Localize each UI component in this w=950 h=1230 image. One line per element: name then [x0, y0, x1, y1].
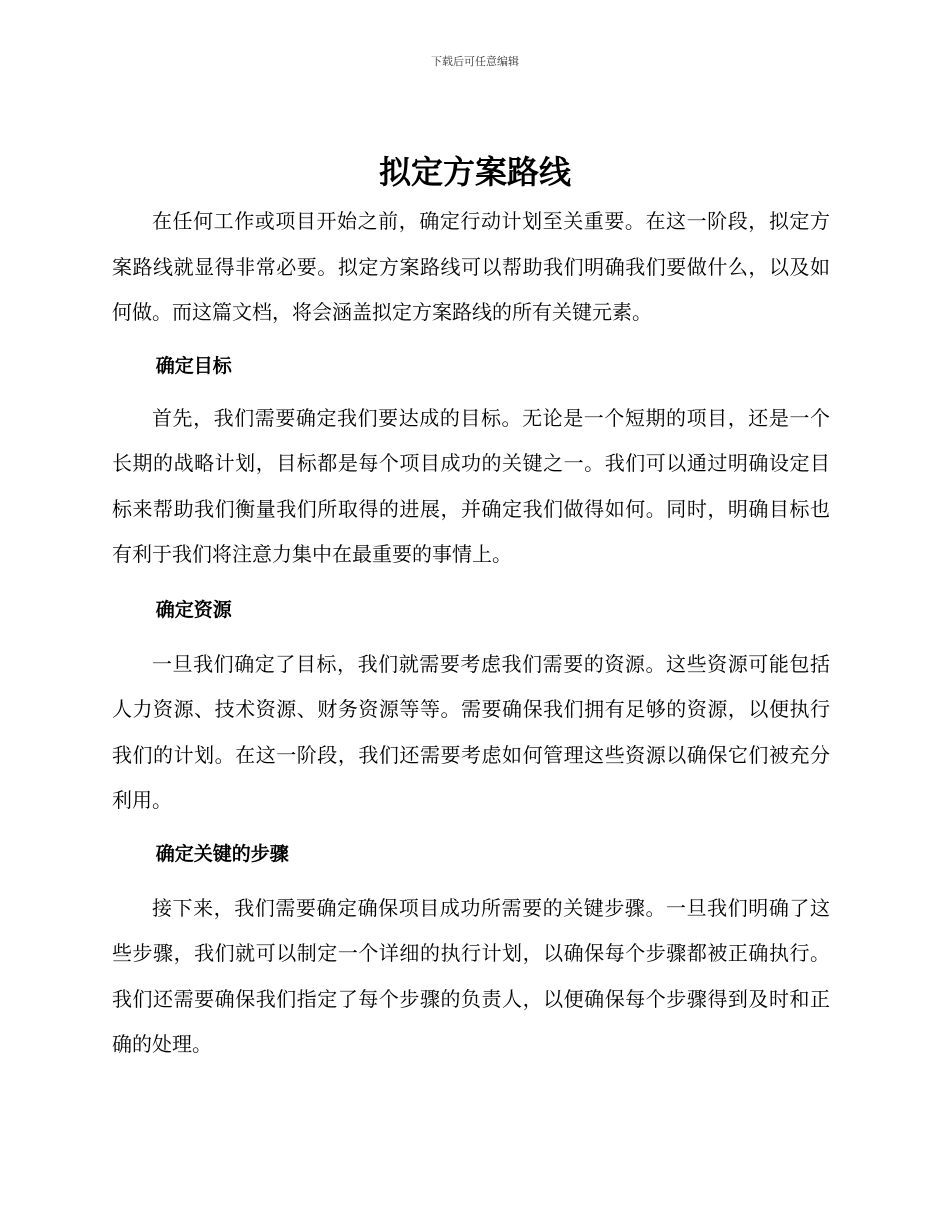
section-heading-goals: 确定目标: [155, 354, 232, 377]
document-body: [112, 199, 830, 1068]
section-heading-key-steps: 确定关键的步骤: [155, 842, 289, 865]
page-header-note: 下载后可任意编辑: [431, 55, 519, 68]
document-title: 拟定方案路线: [378, 153, 571, 191]
section-paragraph-resources: 一旦我们确定了目标，我们就需要考虑我们需要的资源。这些资源可能包括人力资源、技术资源、财务资源等等。需要确保我们拥有足够的资源，以便执行我们的计划。在这一阶段，我们还需要考虑如何管理这些资源以确保它们被充分利用。: [112, 651, 830, 812]
section-heading-resources: 确定资源: [155, 598, 232, 621]
section-paragraph-goals: 首先，我们需要确定我们要达成的目标。无论是一个短期的项目，还是一个长期的战略计划，目标都是每个项目成功的关键之一。我们可以通过明确设定目标来帮助我们衡量我们所取得的进展，并确定我们做得如何。同时，明确目标也有利于我们将注意力集中在最重要的事情上。: [112, 405, 830, 566]
section-paragraph-key-steps: 接下来，我们需要确定确保项目成功所需要的关键步骤。一旦我们明确了这些步骤，我们就可以制定一个详细的执行计划，以确保每个步骤都被正确执行。我们还需要确保我们指定了每个步骤的负责人，以便确保每个步骤得到及时和正确的处理。: [112, 895, 830, 1056]
intro-paragraph: 在任何工作或项目开始之前，确定行动计划至关重要。在这一阶段，拟定方案路线就显得非常必要。拟定方案路线可以帮助我们明确我们要做什么，以及如何做。而这篇文档，将会涵盖拟定方案路线的所有关键元素。: [112, 209, 830, 324]
